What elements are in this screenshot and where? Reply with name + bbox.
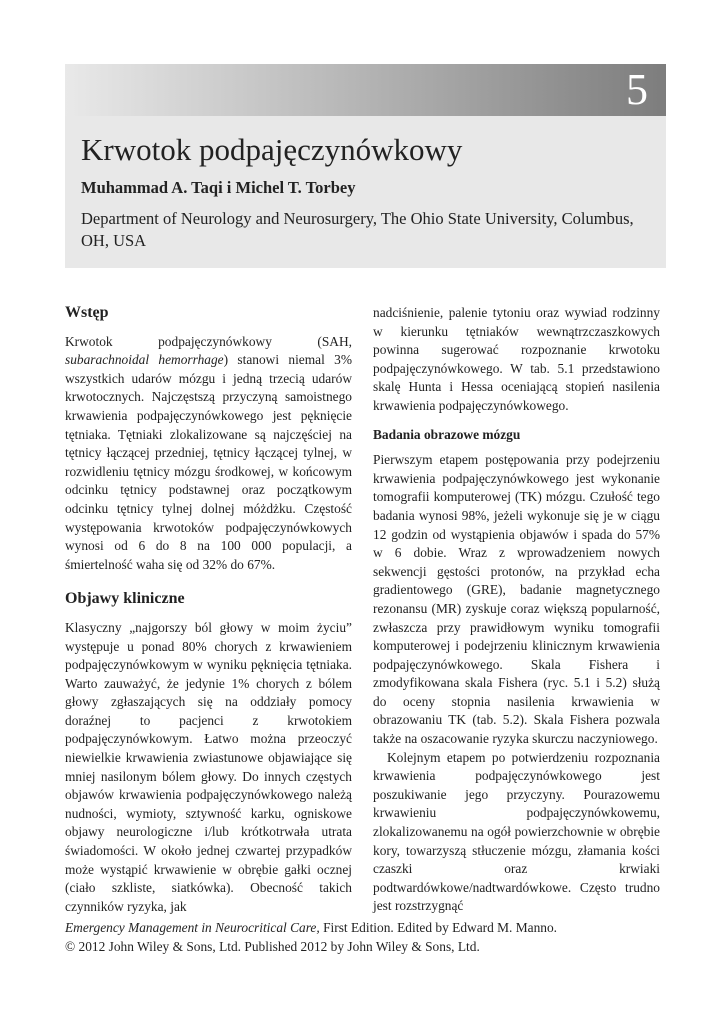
chapter-header-bar (65, 64, 666, 116)
section-heading-introduction: Wstęp (65, 304, 109, 321)
chapter-authors: Muhammad A. Taqi i Michel T. Torbey (81, 178, 356, 197)
page-footer (65, 918, 665, 956)
section-heading-clinical-symptoms: Objawy kliniczne (65, 590, 185, 608)
author-affiliation: Department of Neurology and Neurosurgery, The Ohio State University, Columbus, OH, USA (81, 209, 634, 250)
introduction-text-end: ) stanowi niemal 3% wszystkich udarów mózgu i jedną trzecią udarów krwotocznych. Najczęstszą przyczyną samoistnego krwawienia podpajęczynówkowego jest pęknięcie tętniaka. Tętniaki zlokalizowane są najczęściej na tętnicy łączącej przedniej, tętnicy łączącej tylnej, w rozwidleniu tętnicy mózgu środkowej, w końcowym odcinku tętnicy podstawnej oraz początkowym odcinku tętnicy tylnej dolnej móżdżku. Częstość występowania krwotoków podpajęczynówkowych wynosi od 6 do 8 na 100 000 populacji, a śmiertelność waha się od 32% do 67%. (65, 352, 352, 572)
chapter-title: Krwotok podpajęczynówkowy (81, 132, 463, 167)
footer-edition-text: First Edition. Edited by Edward M. Manno. (319, 920, 558, 935)
imaging-paragraph-1: Pierwszym etapem postępowania przy podejrzeniu krwawienia podpajęczynówkowego jest wykonanie tomografii komputerowej (TK) mózgu. Czułość tego badania wynosi 98%, jeżeli wykonuje się je w ciągu 12 godzin od wystąpienia objawów i spada do 57% w 6 dobie. Wraz z wprowadzeniem nowych sekwencji gęstości protonów, na przykład echa gradientowego (GRE), badanie magnetycznego rezonansu (MR) zyskuje coraz większą popularność, zwłaszcza przy prawidłowym wyniku tomografii komputerowej i podejrzeniu klinicznym krwawienia podpajęczynówkowego. Skala Fishera i zmodyfikowana skala Fishera (ryc. 5.1 i 5.2) służą do oceny stopnia nasilenia krwawienia w obrazowaniu TK (tab. 5.2). Skala Fishera pozwala także na oszacowanie ryzyka skurczu naczyniowego. (373, 452, 660, 747)
clinical-symptoms-paragraph: Klasyczny „najgorszy ból głowy w moim życiu” występuje u ponad 80% chorych z krwawieniem podpajęczynówkowym w wyniku pęknięcia tętniaka. Warto zauważyć, że jedynie 1% chorych z bólem głowy zgłaszających się na oddziały pomocy doraźnej to pacjenci z krwotokiem podpajęczynówkowym. Łatwo można przeoczyć niewielkie krwawienia zwiastunowe objawiające się mniej nasilonym bólem głowy. Do innych częstych objawów krwawienia podpajęczynówkowego należą nudności, wymioty, sztywność karku, ogniskowe objawy neurologiczne i/lub krótkotrwała utrata świadomości. W około jednej czwartej przypadków może wystąpić krwawienie w obrębie gałki ocznej (ciało szkliste, siatkówka). Obecność takich czynników ryzyka, jak (65, 619, 352, 914)
right-column (373, 304, 660, 916)
introduction-text-start: Krwotok podpajęczynówkowy (SAH, (65, 333, 352, 349)
footer-book-title: Emergency Management in Neurocritical Care, (65, 920, 320, 935)
introduction-paragraph (65, 333, 352, 575)
introduction-term-italic: subarachnoidal hemorrhage (65, 352, 224, 368)
left-column (65, 300, 352, 916)
continued-paragraph: nadciśnienie, palenie tytoniu oraz wywiad rodzinny w kierunku tętniaków wewnątrzczaszkowych powinna sugerować rozpoznanie krwotoku podpajęczynówkowego. W tab. 5.1 przedstawiono skalę Hunta i Hessa oceniającą stopień nasilenia krwawienia podpajęczynówkowego. (373, 305, 660, 413)
chapter-number: 5 (626, 65, 648, 114)
imaging-paragraph-2: Kolejnym etapem po potwierdzeniu rozpoznania krwawienia podpajęczynówkowego jest poszukiwanie jego przyczyny. Pourazowemu krwawieniu podpajęczynówkowemu, zlokalizowanemu na ogół powierzchownie w obrębie kory, towarzyszą stłuczenie mózgu, złamania kości czaszki oraz krwiaki podtwardówkowe/nadtwardówkowe. Często trudno jest rozstrzygnąć (373, 749, 660, 914)
footer-citation-line (65, 918, 665, 937)
footer-copyright: © 2012 John Wiley & Sons, Ltd. Published 2012 by John Wiley & Sons, Ltd. (65, 939, 480, 954)
chapter-title-box (65, 116, 666, 268)
subsection-heading-imaging: Badania obrazowe mózgu (373, 426, 521, 442)
